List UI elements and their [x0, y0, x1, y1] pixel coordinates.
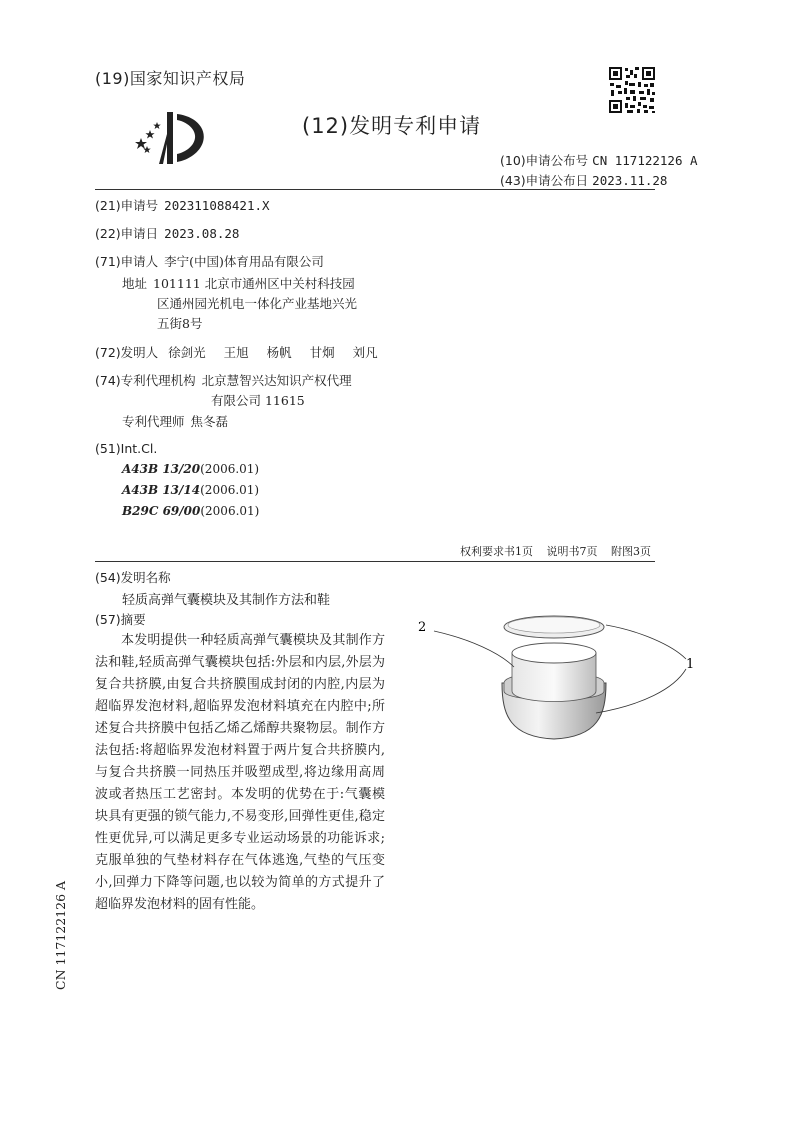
abstract-text: 本发明提供一种轻质高弹气囊模块及其制作方法和鞋,轻质高弹气囊模块包括:外层和内层,外层为复合共挤膜,由复合共挤膜围成封闭的内腔,内层为超临界发泡材料,超临界发泡材料填充在内腔中;所述复合共挤膜中包括乙烯乙烯醇共聚物层。制作方法包括:将超临界发泡材料置于两片复合共挤膜内,与复合共挤膜一同热压并吸塑成型,将边缘用高周波或者热压工艺密封。本发明的优势在于:气囊模块具有更强的锁气能力,不易变形,回弹性更佳,稳定性更优异,可以满足更多专业运动场景的功能诉求;克服单独的气垫材料存在气体逃逸,气垫的气压变小,回弹力下降等问题,也以较为简单的方式提升了超临界发泡材料的固有性能。: [95, 633, 385, 912]
airbag-module-figure: [410, 605, 710, 755]
ipc-classification: [122, 462, 259, 476]
inventor: 徐剑光: [168, 345, 206, 360]
address-line: 五街8号: [157, 316, 203, 331]
qr-code-icon: [608, 66, 656, 114]
agency-row: [95, 371, 352, 389]
agency-line: 有限公司 11615: [211, 393, 305, 408]
ipc-code: A43B 13/14: [122, 483, 201, 497]
ipc-version: (2006.01): [200, 462, 260, 476]
application-number: 202311088421.X: [164, 198, 270, 213]
filing-date: 2023.08.28: [164, 226, 240, 241]
application-number-label: (21)申请号: [95, 198, 159, 213]
applicant-label: (71)申请人: [95, 254, 159, 269]
document-type-title: (12)发明专利申请: [302, 114, 482, 138]
figure-label-2: 2: [418, 620, 427, 635]
publication-number-label: (10)申请公布号: [500, 153, 589, 168]
ipc-code: A43B 13/20: [122, 462, 201, 476]
inventor: 杨帆: [266, 345, 292, 360]
ipc-version: (2006.01): [200, 504, 260, 518]
claims-page-count: 权利要求书1页: [460, 545, 533, 558]
section-divider: [95, 561, 655, 562]
address-line: 区通州园光机电一体化产业基地兴光: [157, 296, 358, 311]
applicant-row: [95, 252, 324, 270]
address-row: [122, 274, 355, 292]
ipc-version: (2006.01): [200, 483, 260, 497]
filing-date-label: (22)申请日: [95, 226, 159, 241]
description-page-count: 说明书7页: [546, 545, 598, 558]
inventor: 王旭: [223, 345, 249, 360]
address-label: 地址: [122, 276, 148, 291]
address-line: 101111 北京市通州区中关村科技园: [153, 276, 355, 291]
header-divider: [95, 189, 655, 190]
figure-label-1: 1: [686, 657, 695, 672]
agency-label: (74)专利代理机构: [95, 373, 196, 388]
abstract-label: (57)摘要: [95, 612, 146, 627]
cnipa-logo-icon: [133, 108, 213, 166]
inventor: 刘凡: [352, 345, 378, 360]
applicant: 李宁(中国)体育用品有限公司: [164, 254, 324, 269]
ipc-classification: [122, 483, 259, 497]
page-counts: [450, 543, 651, 559]
ipc-code: B29C 69/00: [122, 504, 201, 518]
agent: 焦冬磊: [190, 414, 229, 429]
publication-date-label: (43)申请公布日: [500, 173, 589, 188]
inventors-label: (72)发明人: [95, 345, 159, 360]
drawings-page-count: 附图3页: [611, 545, 651, 558]
inventor: 甘炯: [309, 345, 335, 360]
publication-number-row: [500, 151, 698, 169]
ipc-label: (51)Int.Cl.: [95, 441, 158, 456]
side-publication-number: CN 117122126 A: [53, 880, 68, 990]
application-number-row: [95, 196, 270, 214]
title-label: (54)发明名称: [95, 570, 171, 585]
invention-title: 轻质高弹气囊模块及其制作方法和鞋: [122, 593, 331, 608]
publication-date: 2023.11.28: [592, 173, 668, 188]
agent-row: [122, 412, 228, 430]
agency: 北京慧智兴达知识产权代理: [201, 373, 352, 388]
publication-date-row: [500, 171, 667, 189]
publication-number: CN 117122126 A: [592, 153, 698, 168]
ipc-classification: [122, 504, 259, 518]
agent-label: 专利代理师: [122, 414, 185, 429]
filing-date-row: [95, 224, 239, 242]
inventors-row: [95, 343, 378, 361]
office-name: (19)国家知识产权局: [95, 69, 246, 88]
